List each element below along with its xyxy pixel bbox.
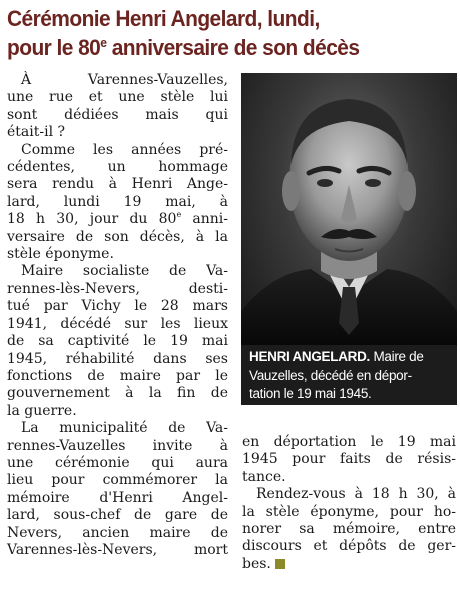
right-eye bbox=[365, 179, 381, 187]
text-line: sera rendu à Henri Ange- bbox=[7, 176, 228, 193]
headline bbox=[7, 4, 424, 62]
text-line: La municipalité de Va- bbox=[21, 420, 228, 437]
text-line: rennes-Vauzelles invite à bbox=[7, 437, 228, 454]
left-eye bbox=[317, 179, 333, 187]
text-line: la stèle éponyme, pour ho- bbox=[242, 503, 456, 520]
text-line: Rendez-vous à 18 h 30, à bbox=[256, 486, 456, 503]
caption-name: HENRI ANGELARD. bbox=[249, 349, 371, 364]
text-line: une rue et une stèle lui bbox=[7, 89, 228, 106]
text-line: Varennes-lès-Nevers, mort bbox=[7, 541, 228, 558]
paragraph-intro bbox=[7, 72, 228, 142]
text-line bbox=[242, 556, 456, 573]
headline-line-2-end: anniversaire de son décès bbox=[106, 35, 360, 60]
paragraph-ceremony-continued bbox=[242, 434, 456, 486]
text-line: une cérémonie qui aura bbox=[7, 454, 228, 471]
headline-line-2 bbox=[7, 33, 424, 62]
headline-line-1: Cérémonie Henri Angelard, lundi, bbox=[7, 6, 320, 31]
paragraph-rendezvous bbox=[242, 486, 456, 573]
text-line: stèle éponyme. bbox=[7, 246, 114, 263]
text-fragment: anni- bbox=[181, 211, 228, 228]
text-line: de sa captivité le 19 mai bbox=[7, 333, 228, 350]
text-line: tué par Vichy le 28 mars bbox=[7, 298, 228, 315]
text-line: lieu pour commémorer la bbox=[7, 472, 228, 489]
text-line: versaire de son décès, à la bbox=[7, 228, 228, 245]
square-end-mark-icon bbox=[275, 559, 285, 569]
text-line: fonctions de maire par le bbox=[7, 367, 228, 384]
text-line: lard, lundi 19 mai, à bbox=[7, 193, 228, 210]
left-ear-shape bbox=[282, 171, 300, 211]
text-line: tance. bbox=[242, 468, 286, 485]
caption-line-1 bbox=[249, 348, 449, 367]
text-line: Comme les années pré- bbox=[21, 141, 228, 158]
text-line: sont dédiées mais qui bbox=[7, 106, 228, 123]
text-line: Maire socialiste de Va- bbox=[21, 263, 228, 280]
portrait-photo bbox=[241, 73, 457, 345]
text-line: Nevers, ancien maire de bbox=[7, 524, 228, 541]
text-line: norer sa mémoire, entre bbox=[242, 521, 456, 538]
article-column-left bbox=[7, 72, 228, 559]
article-column-right bbox=[242, 434, 456, 573]
paragraph-ceremony bbox=[7, 420, 228, 559]
text-line: 1945, réhabilité dans ses bbox=[7, 350, 228, 367]
caption-line-2: Vauzelles, décédé en dépor- bbox=[249, 367, 412, 383]
text-line: À Varennes-Vauzelles, bbox=[21, 72, 228, 88]
caption-text: Maire de bbox=[370, 349, 424, 364]
text-line: lard, sous-chef de gare de bbox=[7, 507, 228, 524]
text-superscript: e bbox=[176, 210, 182, 220]
text-line: cédentes, un hommage bbox=[7, 159, 228, 176]
caption-line-3: tation le 19 mai 1945. bbox=[249, 386, 372, 402]
text-line: rennes-lès-Nevers, desti- bbox=[7, 280, 228, 297]
text-line: gouvernement à la fin de bbox=[7, 385, 228, 402]
text-fragment: bes. bbox=[242, 555, 271, 572]
text-line: 1941, décédé sur les lieux bbox=[7, 315, 228, 332]
paragraph-hommage bbox=[7, 142, 228, 264]
text-line: 1945 pour faits de résis- bbox=[242, 451, 456, 468]
portrait-illustration bbox=[241, 73, 457, 345]
paragraph-biography bbox=[7, 263, 228, 420]
photo-caption bbox=[241, 345, 457, 405]
right-ear-shape bbox=[398, 171, 416, 211]
text-line: en déportation le 19 mai bbox=[242, 434, 456, 450]
headline-line-2-start: pour le 80 bbox=[7, 35, 101, 60]
text-line: discours et dépôts de ger- bbox=[242, 538, 456, 555]
text-line bbox=[7, 211, 228, 228]
text-fragment: 18 h 30, jour du 80 bbox=[7, 211, 177, 228]
text-line: était-il ? bbox=[7, 124, 66, 141]
text-line: mémoire d'Henri Angel- bbox=[7, 489, 228, 506]
text-line: la guerre. bbox=[7, 402, 77, 419]
headline-superscript: e bbox=[100, 35, 107, 50]
